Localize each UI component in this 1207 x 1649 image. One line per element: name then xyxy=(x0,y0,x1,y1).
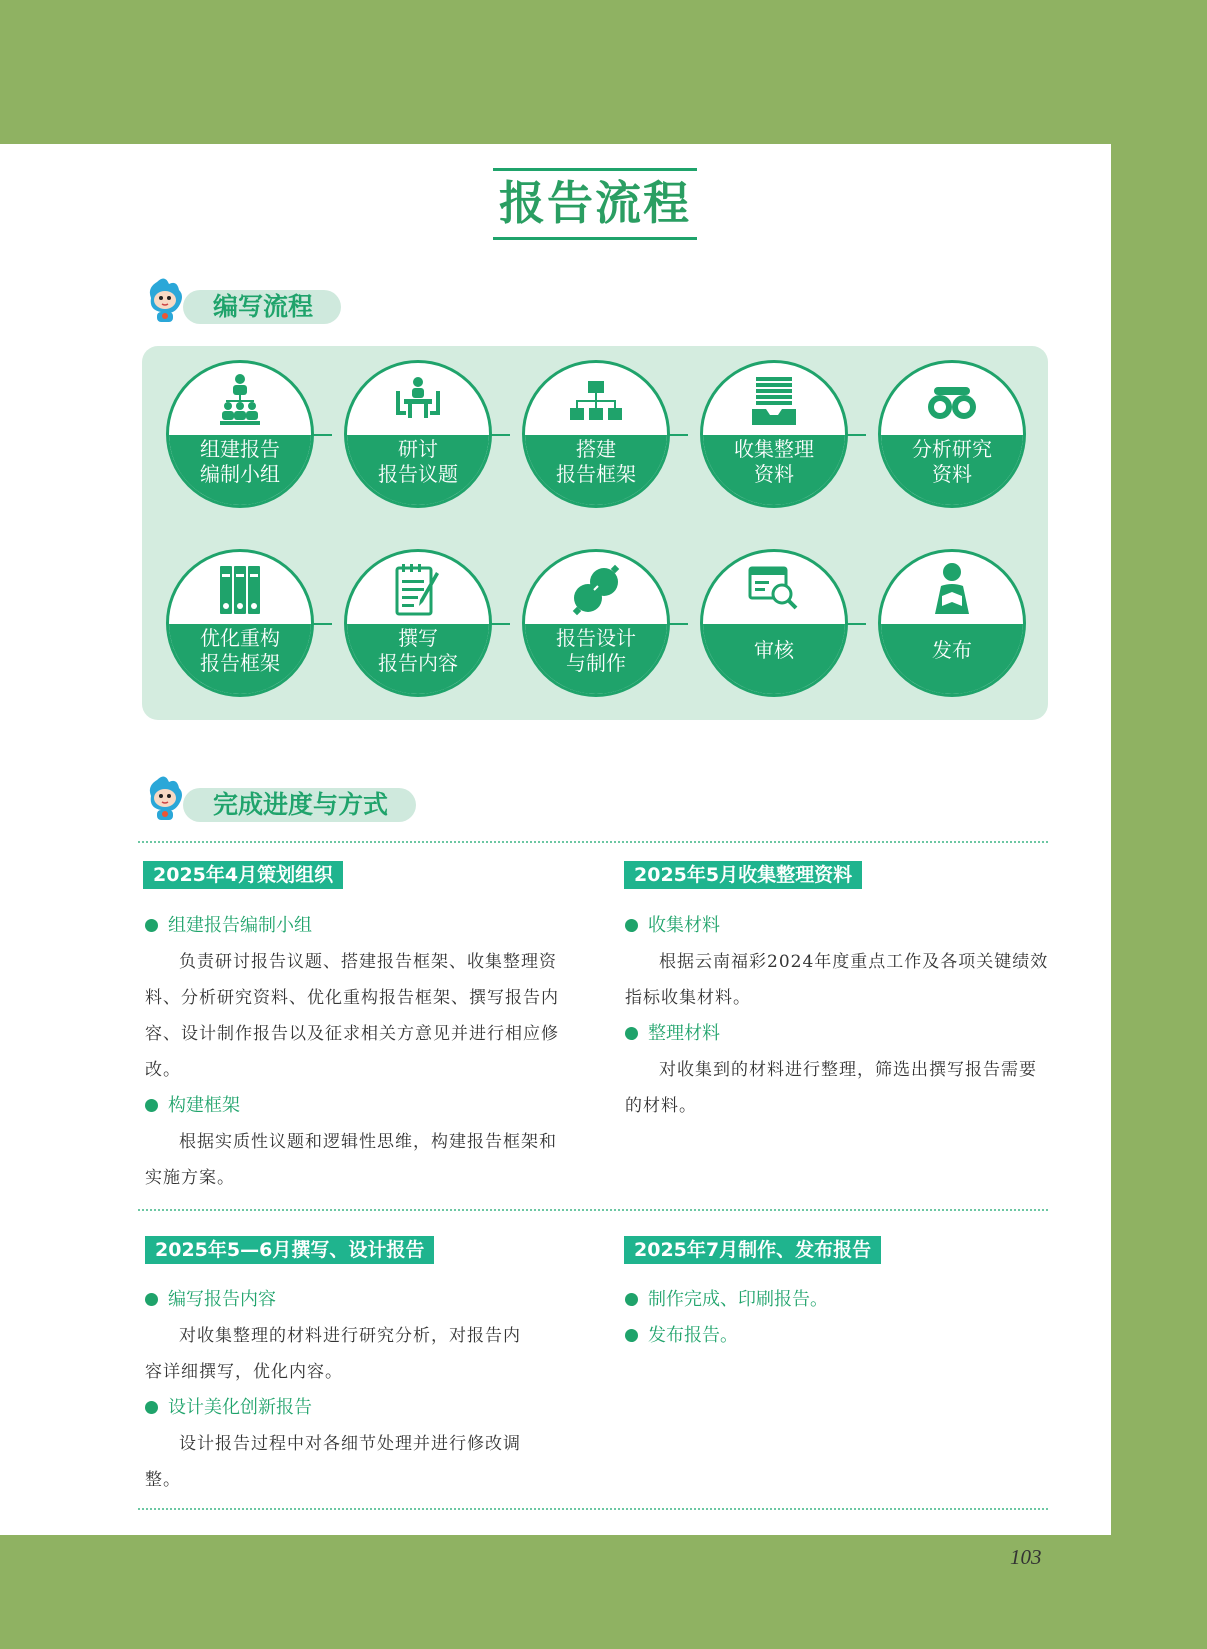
organization-icon xyxy=(169,373,311,429)
phase-tag-july: 2025年7月制作、发布报告 xyxy=(624,1236,881,1264)
step-label-line1: 组建报告 xyxy=(200,437,280,461)
step-label-line1: 研讨 xyxy=(398,437,438,461)
flow-step-8 xyxy=(522,549,670,697)
document-stack-icon xyxy=(703,373,845,429)
notepad-pen-icon xyxy=(347,562,489,618)
step-label-line1: 报告设计 xyxy=(556,626,636,650)
step-label-line2: 报告框架 xyxy=(556,462,636,486)
step-label-line2: 报告内容 xyxy=(378,651,458,675)
phase-tag-may-june: 2025年5—6月撰写、设计报告 xyxy=(145,1236,434,1264)
step-label-line2: 报告框架 xyxy=(200,651,280,675)
step-label-line1: 发布 xyxy=(932,638,972,662)
bullet-item xyxy=(625,913,720,939)
step-label-line1: 搭建 xyxy=(576,437,616,461)
bullet-dot-icon xyxy=(145,1401,158,1414)
flow-step-1 xyxy=(166,360,314,508)
page-number: 103 xyxy=(1010,1545,1042,1569)
bullet-label: 组建报告编制小组 xyxy=(168,915,312,936)
bullet-item xyxy=(145,1395,312,1421)
flow-step-2 xyxy=(344,360,492,508)
bullet-dot-icon xyxy=(625,1293,638,1306)
phase-tag-may: 2025年5月收集整理资料 xyxy=(624,861,862,889)
bullet-item xyxy=(625,1021,720,1047)
flow-step-9 xyxy=(700,549,848,697)
bullet-dot-icon xyxy=(145,1293,158,1306)
bullet-dot-icon xyxy=(145,919,158,932)
step-label-line1: 分析研究 xyxy=(912,437,992,461)
divider xyxy=(138,841,1048,843)
step-label-line1: 审核 xyxy=(754,638,794,662)
binoculars-icon xyxy=(881,373,1023,429)
paragraph: 对收集整理的材料进行研究分析，对报告内容详细撰写，优化内容。 xyxy=(145,1326,521,1382)
divider xyxy=(138,1508,1048,1510)
paragraph: 负责研讨报告议题、搭建报告框架、收集整理资料、分析研究资料、优化重构报告框架、撰写报告内容、设计制作报告以及征求相关方意见并进行相应修改。 xyxy=(145,952,559,1080)
phase-tag-april: 2025年4月策划组织 xyxy=(143,861,343,889)
step-label-line2: 资料 xyxy=(754,462,794,486)
binders-icon xyxy=(169,562,311,618)
flow-step-6 xyxy=(166,549,314,697)
flow-step-5 xyxy=(878,360,1026,508)
flow-step-10 xyxy=(878,549,1026,697)
step-label-line2: 编制小组 xyxy=(200,462,280,486)
bullet-label: 设计美化创新报告 xyxy=(168,1397,312,1418)
bullet-item xyxy=(625,1287,828,1313)
section-title: 完成进度与方式 xyxy=(183,788,416,822)
process-flow-panel xyxy=(142,346,1048,720)
bullet-item xyxy=(625,1323,738,1349)
bullet-dot-icon xyxy=(625,919,638,932)
flow-step-4 xyxy=(700,360,848,508)
paragraph: 设计报告过程中对各细节处理并进行修改调整。 xyxy=(145,1434,521,1490)
bullet-label: 收集材料 xyxy=(648,915,720,936)
hierarchy-icon xyxy=(525,373,667,429)
review-search-icon xyxy=(703,562,845,618)
step-label-line1: 收集整理 xyxy=(734,437,814,461)
bullet-label: 发布报告。 xyxy=(648,1325,738,1346)
bullet-dot-icon xyxy=(625,1329,638,1342)
bullet-label: 编写报告内容 xyxy=(168,1289,276,1310)
step-label-line2: 报告议题 xyxy=(378,462,458,486)
bullet-label: 构建框架 xyxy=(168,1095,240,1116)
bullet-item xyxy=(145,913,312,939)
meeting-icon xyxy=(347,373,489,429)
step-label-line1: 撰写 xyxy=(398,626,438,650)
step-label-line2: 资料 xyxy=(932,462,972,486)
bullet-label: 制作完成、印刷报告。 xyxy=(648,1289,828,1310)
paragraph: 对收集到的材料进行整理，筛选出撰写报告需要的材料。 xyxy=(625,1060,1037,1116)
page-title-wrap xyxy=(0,168,1190,240)
design-icon xyxy=(525,562,667,618)
step-label-line1: 优化重构 xyxy=(200,626,280,650)
paragraph: 根据云南福彩2024年度重点工作及各项关键绩效指标收集材料。 xyxy=(625,952,1049,1008)
bullet-item xyxy=(145,1093,240,1119)
bullet-item xyxy=(145,1287,276,1313)
step-label-line2: 与制作 xyxy=(566,651,626,675)
flow-step-3 xyxy=(522,360,670,508)
paragraph: 根据实质性议题和逻辑性思维，构建报告框架和实施方案。 xyxy=(145,1132,557,1188)
bullet-label: 整理材料 xyxy=(648,1023,720,1044)
divider xyxy=(138,1209,1048,1211)
section-title: 编写流程 xyxy=(183,290,341,324)
bullet-dot-icon xyxy=(145,1099,158,1112)
flow-step-7 xyxy=(344,549,492,697)
bullet-dot-icon xyxy=(625,1027,638,1040)
publish-person-icon xyxy=(881,562,1023,618)
page-title: 报告流程 xyxy=(493,168,697,240)
